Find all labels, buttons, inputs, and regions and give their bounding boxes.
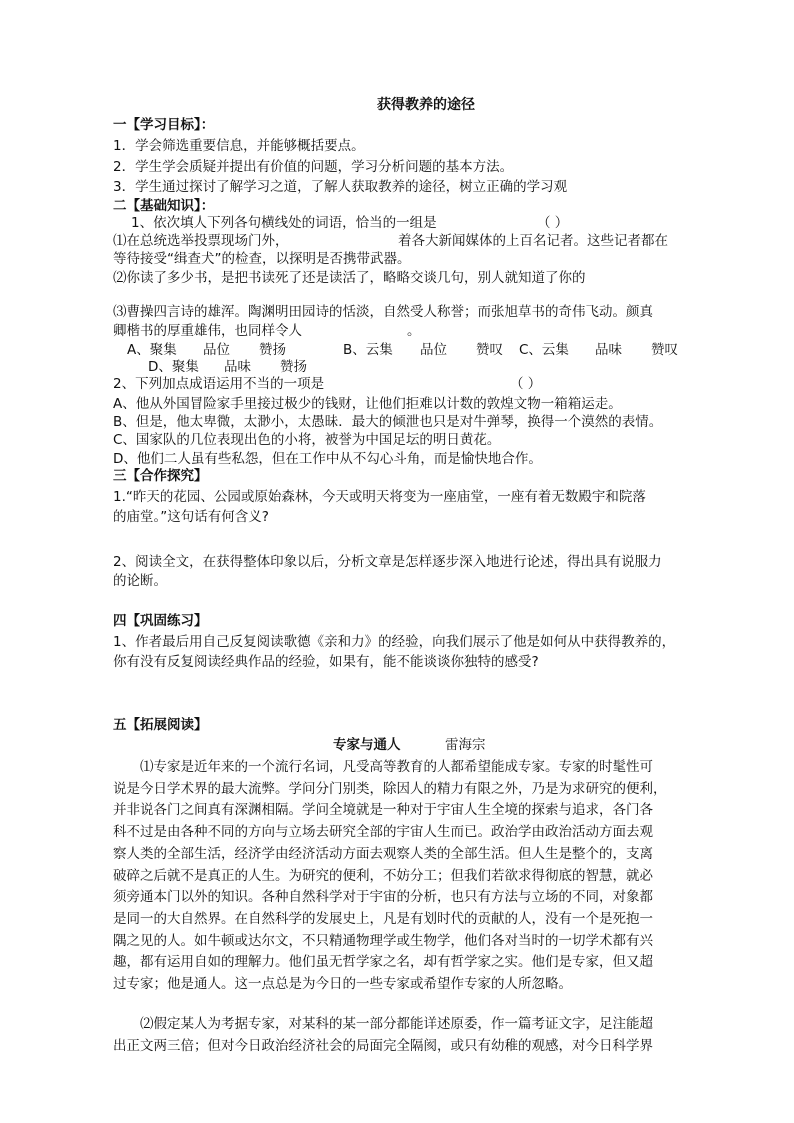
answer-bracket-1: （ ） — [537, 215, 569, 231]
section-heading-basics: 二【基础知识】： — [113, 198, 215, 214]
article-line: 须旁通本门以外的知识。各种自然科学对于宇宙的分析，也只有方法与立场的不同，对象都 — [113, 889, 653, 906]
question-1-sentence-2: ⑵你读了多少书，是把书读死了还是读活了，略略交谈几句，别人就知道了你的 — [113, 270, 586, 286]
question-2-option-b: B、但是，他太卑微，太渺小，太愚昧．最大的倾泄也只是对牛弹琴，换得一个漠然的表情。 — [113, 414, 663, 430]
practice-question-1b: 你有没有反复阅读经典作品的经验，如果有，能不能谈谈你独特的感受? — [113, 654, 539, 670]
option-d-word-3: 赞扬 — [280, 359, 307, 375]
article-line: 过专家；他是通人。这一点总是为今日的一些专家或希望作专家的人所忽略。 — [113, 976, 572, 992]
option-b-word-3: 赞叹 — [476, 342, 503, 358]
option-b-word-1: B、云集 — [343, 342, 393, 358]
option-c-word-3: 赞叹 — [651, 342, 678, 358]
question-1-sentence-1c: 等待接受“缉查犬”的检查，以探明是否携带武器。 — [113, 251, 411, 267]
article-line: 趣，都有运用自如的理解力。他们虽无哲学家之名，却有哲学家之实。他们是专家，但又超 — [113, 954, 653, 971]
article-line: 破碎之后就不是真正的人生。为研究的便利，不妨分工；但我们若欲求得彻底的智慧，就必 — [113, 867, 653, 884]
inquiry-question-1b: 的庙堂。”这句话有何含义? — [113, 509, 269, 525]
article-line: 出正文两三倍；但对今日政治经济社会的局面完全隔阂，或只有幼稚的观感，对今日科学界 — [113, 1037, 653, 1054]
question-1-sentence-3b: 卿楷书的厚重雄伟，也同样令人 — [113, 323, 302, 339]
section-heading-cooperative: 三【合作探究】 — [113, 468, 208, 484]
article-author: 雷海宗 — [445, 737, 486, 753]
article-line: 察人类的全部生活，经济学由经济活动方面去观察人类的全部生活。但人生是整个的，支离 — [113, 845, 653, 862]
question-2-stem: 2、下列加点成语运用不当的一项是 — [113, 376, 325, 392]
question-1-stem: 1、依次填人下列各句横线处的词语，恰当的一组是 — [131, 215, 437, 231]
question-1-sentence-3a: ⑶曹操四言诗的雄浑。陶渊明田园诗的恬淡，自然受人称誉；而张旭草书的奇伟飞动。颜真 — [113, 304, 653, 320]
inquiry-question-2a: 2、阅读全文，在获得整体印象以后，分析文章是怎样逐步深入地进行论述，得出具有说服力 — [113, 554, 662, 570]
question-2-option-d: D、他们二人虽有些私怨，但在工作中从不勾心斗角，而是愉快地合作。 — [113, 451, 542, 467]
question-2-option-a: A、他从外国冒险家手里接过极少的钱财，让他们拒难以计数的敦煌文物一箱箱运走。 — [113, 396, 622, 412]
option-c-word-2: 品味 — [595, 342, 622, 358]
goal-item-1: 1．学会筛选重要信息，并能够概括要点。 — [113, 138, 365, 154]
section-heading-practice: 四【巩固练习】 — [113, 613, 208, 629]
inquiry-question-2b: 的论断。 — [113, 573, 167, 589]
article-line: ⑵假定某人为考据专家，对某科的某一部分都能详述原委，作一篇考证文字，足注能超 — [140, 1016, 653, 1032]
question-1-sentence-1b: 着各大新闻媒体的上百名记者。这些记者都在 — [398, 233, 668, 249]
option-d-word-1: D、聚集 — [148, 359, 199, 375]
article-line: 隅之见的人。如牛顿或达尔文，不只精通物理学或生物学，他们各对当时的一切学术都有兴 — [113, 932, 653, 949]
inquiry-question-1a: 1.“昨天的花园、公园或原始森林，今天或明天将变为一座庙堂，一座有着无数殿宇和院落 — [113, 489, 646, 505]
question-1-sentence-3b-end: 。 — [407, 323, 421, 339]
goal-item-2: 2．学生学会质疑并提出有价值的问题，学习分析问题的基本方法。 — [113, 159, 514, 175]
answer-bracket-2: （ ） — [510, 376, 542, 392]
article-title: 专家与通人 — [333, 737, 401, 753]
option-d-word-2: 品味 — [224, 359, 251, 375]
option-a-word-3: 赞扬 — [259, 342, 286, 358]
option-a-word-2: 品位 — [203, 342, 230, 358]
goal-item-3: 3．学生通过探讨了解学习之道，了解人获取教养的途径，树立正确的学习观 — [113, 179, 568, 195]
article-line: 是同一的大自然界。在自然科学的发展史上，凡是有划时代的贡献的人，没有一个是死抱一 — [113, 910, 653, 927]
article-line: 科不过是由各种不同的方向与立场去研究全部的宇宙人生而已。政治学由政治活动方面去观 — [113, 824, 653, 841]
option-b-word-2: 品位 — [420, 342, 447, 358]
article-line: 说是今日学术界的最大流弊。学问分门别类，除因人的精力有限之外，乃是为求研究的便利， — [113, 780, 667, 797]
section-heading-goals: 一【学习目标】： — [113, 117, 215, 133]
page-title: 获得教养的途径 — [377, 97, 475, 113]
question-2-option-c: C、国家队的几位表现出色的小将，被誉为中国足坛的明日黄花。 — [113, 432, 501, 448]
section-heading-extended-reading: 五【拓展阅读】 — [113, 717, 208, 733]
practice-question-1a: 1、作者最后用自己反复阅读歌德《亲和力》的经验，向我们展示了他是如何从中获得教养的， — [113, 634, 676, 650]
option-c-word-1: C、云集 — [519, 342, 569, 358]
option-a-word-1: A、聚集 — [127, 342, 177, 358]
question-1-sentence-1a: ⑴在总统选举投票现场门外， — [113, 233, 289, 249]
article-line: 并非说各门之间真有深渊相隔。学问全境就是一种对于宇宙人生全境的探索与追求，各门各 — [113, 802, 653, 819]
article-line: ⑴专家是近年来的一个流行名词，凡受高等教育的人都希望能成专家。专家的时髦性可 — [140, 759, 653, 775]
